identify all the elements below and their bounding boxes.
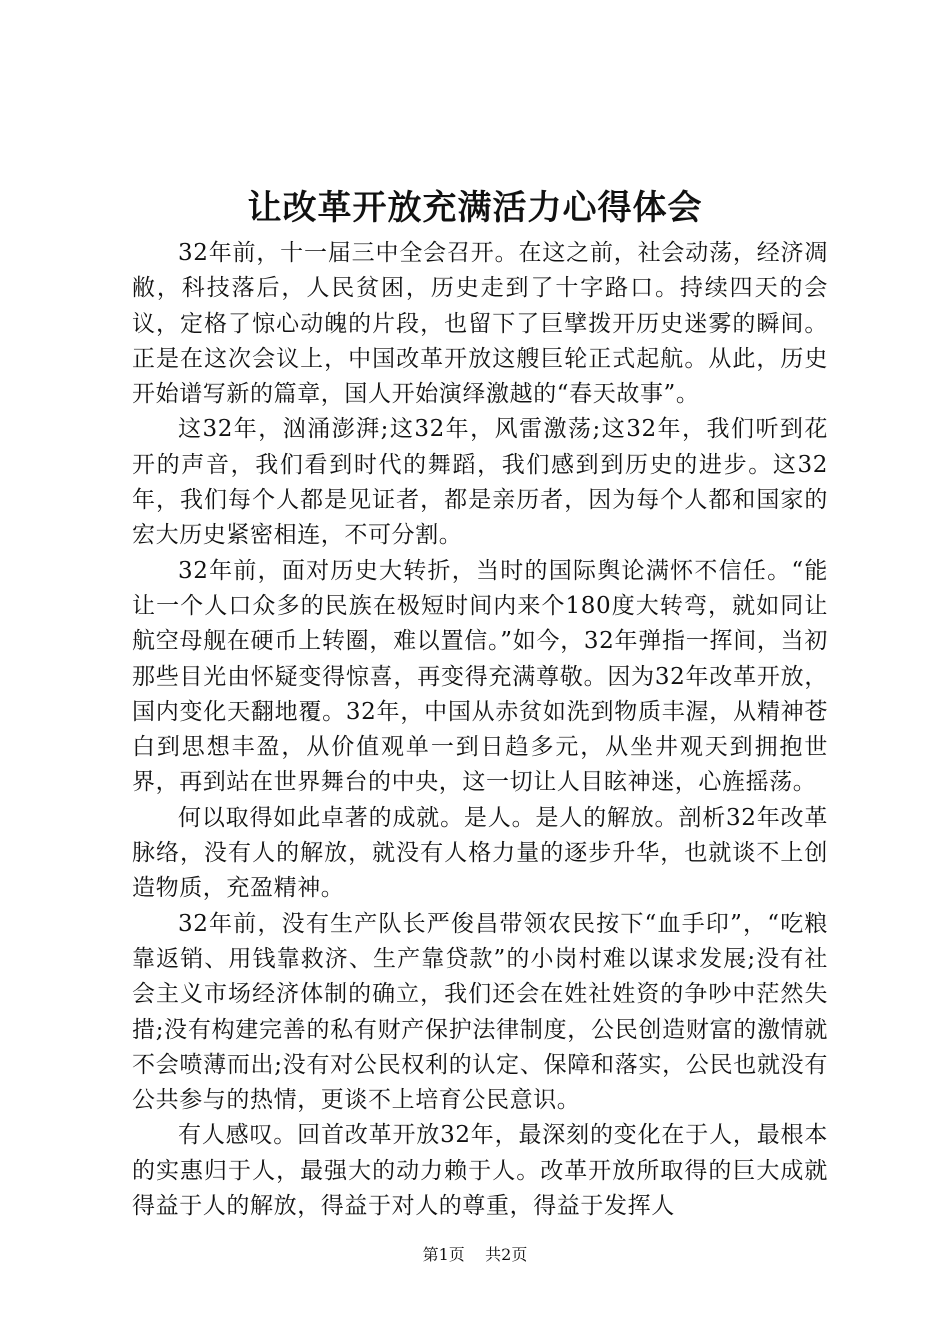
paragraph-1: 32年前，十一届三中全会召开。在这之前，社会动荡，经济凋敝，科技落后，人民贫困，历史走到了十字路口。持续四天的会议，定格了惊心动魄的片段，也留下了巨擘拨开历史迷雾的瞬间。正是在这次会议上，中国改革开放这艘巨轮正式起航。从此，历史开始谱写新的篇章，国人开始演绎激越的“春天故事”。 [132,240,828,408]
document-body [132,236,828,1224]
paragraph-5: 32年前，没有生产队长严俊昌带领农民按下“血手印”，“吃粮靠返销、用钱靠救济、生产靠贷款”的小岗村难以谋求发展;没有社会主义市场经济体制的确立，我们还会在姓社姓资的争吵中茫然失措;没有构建完善的私有财产保护法律制度，公民创造财富的激情就不会喷薄而出;没有对公民权利的认定、保障和落实，公民也就没有公共参与的热情，更谈不上培育公民意识。 [132,910,828,1114]
footer-separator [470,1245,480,1264]
page-number-total: 共2页 [485,1245,528,1264]
paragraph-2: 这32年，汹涌澎湃;这32年，风雷激荡;这32年，我们听到花开的声音，我们看到时代的舞蹈，我们感到到历史的进步。这32年，我们每个人都是见证者，都是亲历者，因为每个人都和国家的宏大历史紧密相连，不可分割。 [132,416,828,549]
paragraph-3: 32年前，面对历史大转折，当时的国际舆论满怀不信任。“能让一个人口众多的民族在极短时间内来个180度大转弯，就如同让航空母舰在硬币上转圈，难以置信。”如今，32年弹指一挥间，当初那些目光由怀疑变得惊喜，再变得充满尊敬。因为32年改革开放，国内变化天翻地覆。32年，中国从赤贫如洗到物质丰渥，从精神苍白到思想丰盈，从价值观单一到日趋多元，从坐井观天到拥抱世界，再到站在世界舞台的中央，这一切让人目眩神迷，心旌摇荡。 [132,557,828,796]
document-title: 让改革开放充满活力心得体会 [247,188,703,228]
paragraph-4: 何以取得如此卓著的成就。是人。是人的解放。剖析32年改革脉络，没有人的解放，就没有人格力量的逐步升华，也就谈不上创造物质，充盈精神。 [132,804,828,902]
page-footer [0,1243,950,1267]
paragraph-6: 有人感叹。回首改革开放32年，最深刻的变化在于人，最根本的实惠归于人，最强大的动力赖于人。改革开放所取得的巨大成就得益于人的解放，得益于对人的尊重，得益于发挥人 [132,1122,828,1220]
page-number-current: 第1页 [422,1245,465,1264]
